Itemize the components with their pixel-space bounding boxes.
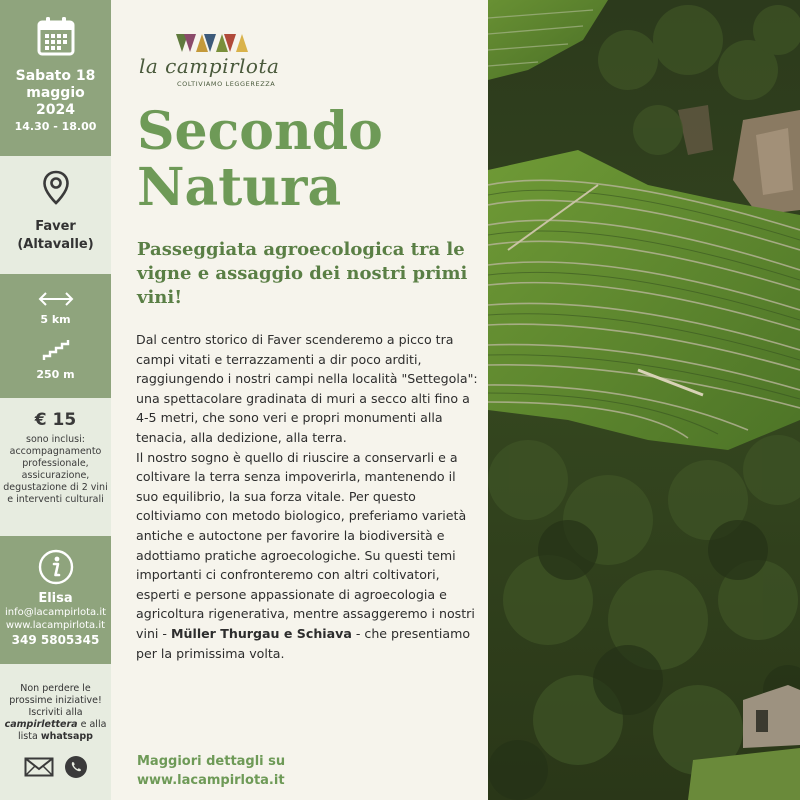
description-paragraph-2: Il nostro sogno è quello di riuscire a conservarli e a coltivare la terra senza impoverirla, mantenendo il suo equilibrio, la sua forza vitale. Per questo coltiviamo con metodo biologico, preferiamo varietà antiche e autoctone per favorire la biodiversità e adottiamo pratiche agroecologiche. Su questi temi importanti ci confronteremo con altri coltivatori, esperti e persone appassionate di agroecologia e agricoltura rigenerativa, mentre assaggeremo i nostri vini - — [136, 449, 475, 641]
vineyard-terraces-photo — [488, 0, 800, 800]
newsletter-icons — [0, 755, 111, 779]
price-panel — [0, 398, 111, 536]
calendar-icon — [36, 16, 76, 58]
description-paragraph-1: Dal centro storico di Faver scenderemo a picco tra campi vitati e terrazzamenti a dir poco arditi, raggiungendo i nostri campi nella località "Settegola": una spettacolare gradinata di muri a secco alti fino a 4-5 metri, che sono veri e propri monumenti alla tenacia, alla dedizione, alla terra. — [136, 332, 478, 445]
info-sidebar — [0, 0, 111, 800]
price-amount: € 15 — [34, 410, 77, 430]
title-line-2: Natura — [137, 157, 342, 218]
title-line-1: Secondo — [137, 101, 383, 162]
contact-panel — [0, 536, 111, 664]
content-column — [111, 0, 488, 800]
route-panel — [0, 274, 111, 398]
whatsapp-icon[interactable] — [64, 755, 88, 779]
event-place-town: Faver — [35, 219, 76, 234]
newsletter-text — [0, 683, 111, 743]
page-title — [137, 101, 477, 218]
description-ending: - che presentiamo per la primissima volta. — [136, 625, 471, 661]
contact-phone[interactable]: 349 5805345 — [11, 633, 100, 647]
map-pin-icon — [42, 170, 70, 206]
event-date-year: 2024 — [36, 102, 75, 118]
brand-logo — [139, 32, 329, 92]
brand-tagline: COLTIVIAMO LEGGEREZZA — [177, 80, 276, 88]
event-date-month: maggio — [26, 85, 85, 101]
campirlettera-link[interactable]: campirlettera — [4, 719, 78, 730]
price-description: sono inclusi: accompagnamento professionale, assicurazione, degustazione di 2 vini e interventi culturali — [3, 434, 108, 505]
stairs-icon — [41, 338, 71, 362]
newsletter-intro: Non perdere le prossime iniziative! Iscriviti alla — [9, 683, 102, 718]
event-time: 14.30 - 18.00 — [14, 120, 97, 133]
vineyard-illustration — [488, 0, 800, 800]
route-elevation: 250 m — [36, 368, 75, 381]
mail-icon[interactable] — [24, 757, 54, 777]
event-place-area: (Altavalle) — [17, 237, 94, 252]
contact-website-link[interactable]: www.lacampirlota.it — [5, 620, 106, 631]
contact-email-link[interactable]: info@lacampirlota.it — [4, 607, 107, 618]
double-arrow-icon — [36, 291, 76, 307]
newsletter-and: e alla lista — [18, 719, 107, 742]
wine-names: Müller Thurgau e Schiava — [171, 625, 352, 641]
brand-name: la campirlota — [139, 54, 280, 78]
logo-mark-icon — [174, 32, 254, 54]
more-details-link[interactable]: www.lacampirlota.it — [137, 773, 285, 788]
event-description — [136, 330, 481, 663]
event-subtitle: Passeggiata agroecologica tra le vigne e assaggio dei nostri primi vini! — [137, 239, 468, 308]
newsletter-panel — [0, 664, 111, 800]
route-distance: 5 km — [40, 313, 71, 326]
date-panel — [0, 0, 111, 156]
whatsapp-link[interactable]: whatsapp — [40, 731, 93, 742]
event-date-day: Sabato 18 — [15, 68, 96, 84]
info-icon — [38, 549, 74, 585]
more-details-label: Maggiori dettagli su — [137, 754, 286, 769]
place-panel — [0, 156, 111, 274]
contact-name: Elisa — [38, 591, 73, 606]
more-details — [137, 752, 285, 790]
